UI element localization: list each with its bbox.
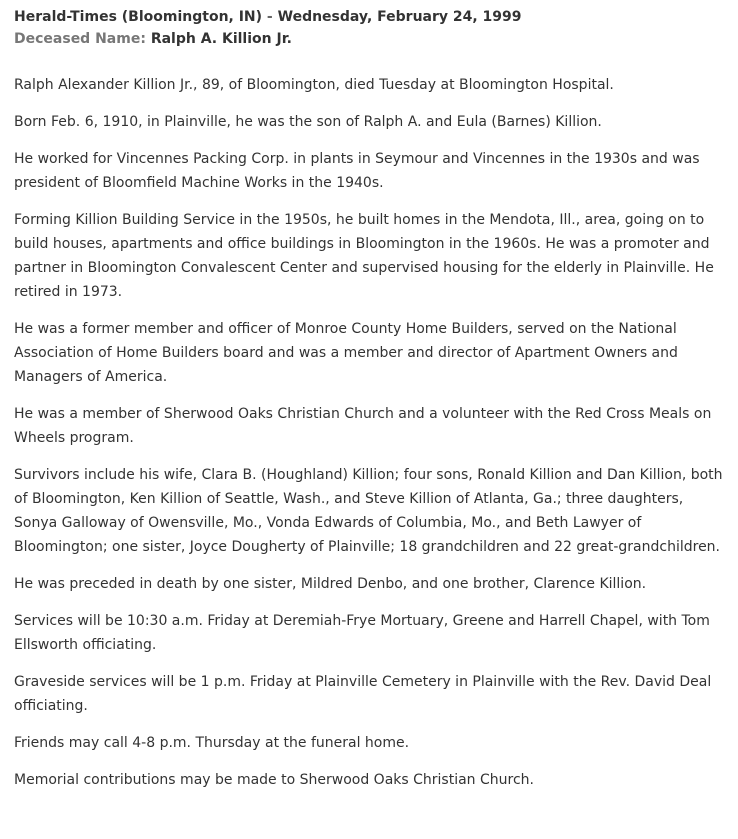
paragraph-memberships: He was a former member and officer of Monroe County Home Builders, served on the National Association of Home Builders board and was a member and director of Apartment Owners and Managers of America. [14, 321, 678, 385]
deceased-line [14, 28, 724, 50]
header-separator: - [262, 9, 278, 25]
paragraph-memorials: Memorial contributions may be made to Sherwood Oaks Christian Church. [14, 772, 534, 788]
paragraph-death-notice: Ralph Alexander Killion Jr., 89, of Bloomington, died Tuesday at Bloomington Hospital. [14, 77, 614, 93]
paragraph-church: He was a member of Sherwood Oaks Christian Church and a volunteer with the Red Cross Meals on Wheels program. [14, 406, 712, 446]
paragraph-early-career: He worked for Vincennes Packing Corp. in plants in Seymour and Vincennes in the 1930s and was president of Bloomfield Machine Works in the 1940s. [14, 151, 700, 191]
publication-date: Wednesday, February 24, 1999 [277, 9, 522, 25]
paragraph-birth: Born Feb. 6, 1910, in Plainville, he was the son of Ralph A. and Eula (Barnes) Killion. [14, 114, 602, 130]
deceased-name: Ralph A. Killion Jr. [150, 31, 292, 47]
paragraph-survivors: Survivors include his wife, Clara B. (Houghland) Killion; four sons, Ronald Killion and Dan Killion, both of Bloomington, Ken Killion of Seattle, Wash., and Steve Killion of Atlanta, Ga.; three daughters, Sonya Galloway of Owensville, Mo., Vonda Edwards of Columbia, Mo., and Beth Lawyer of Bloomington; one sister, Joyce Dougherty of Plainville; 18 grandchildren and 22 great-grandchildren. [14, 467, 723, 555]
publication-line [14, 6, 724, 28]
paragraph-visitation: Friends may call 4-8 p.m. Thursday at the funeral home. [14, 735, 410, 751]
obituary-body [14, 73, 724, 792]
paragraph-services: Services will be 10:30 a.m. Friday at Deremiah-Frye Mortuary, Greene and Harrell Chapel, with Tom Ellsworth officiating. [14, 613, 710, 653]
paragraph-graveside: Graveside services will be 1 p.m. Friday at Plainville Cemetery in Plainville with the Rev. David Deal officiating. [14, 674, 712, 714]
paragraph-preceded: He was preceded in death by one sister, Mildred Denbo, and one brother, Clarence Killion. [14, 576, 647, 592]
newspaper-name: Herald-Times (Bloomington, IN) [14, 9, 263, 25]
paragraph-building-career: Forming Killion Building Service in the 1950s, he built homes in the Mendota, Ill., area, going on to build houses, apartments and office buildings in Bloomington in the 1960s. He was a promoter and partner in Bloomington Convalescent Center and supervised housing for the elderly in Plainville. He retired in 1973. [14, 212, 714, 300]
deceased-label: Deceased Name: [14, 31, 146, 47]
